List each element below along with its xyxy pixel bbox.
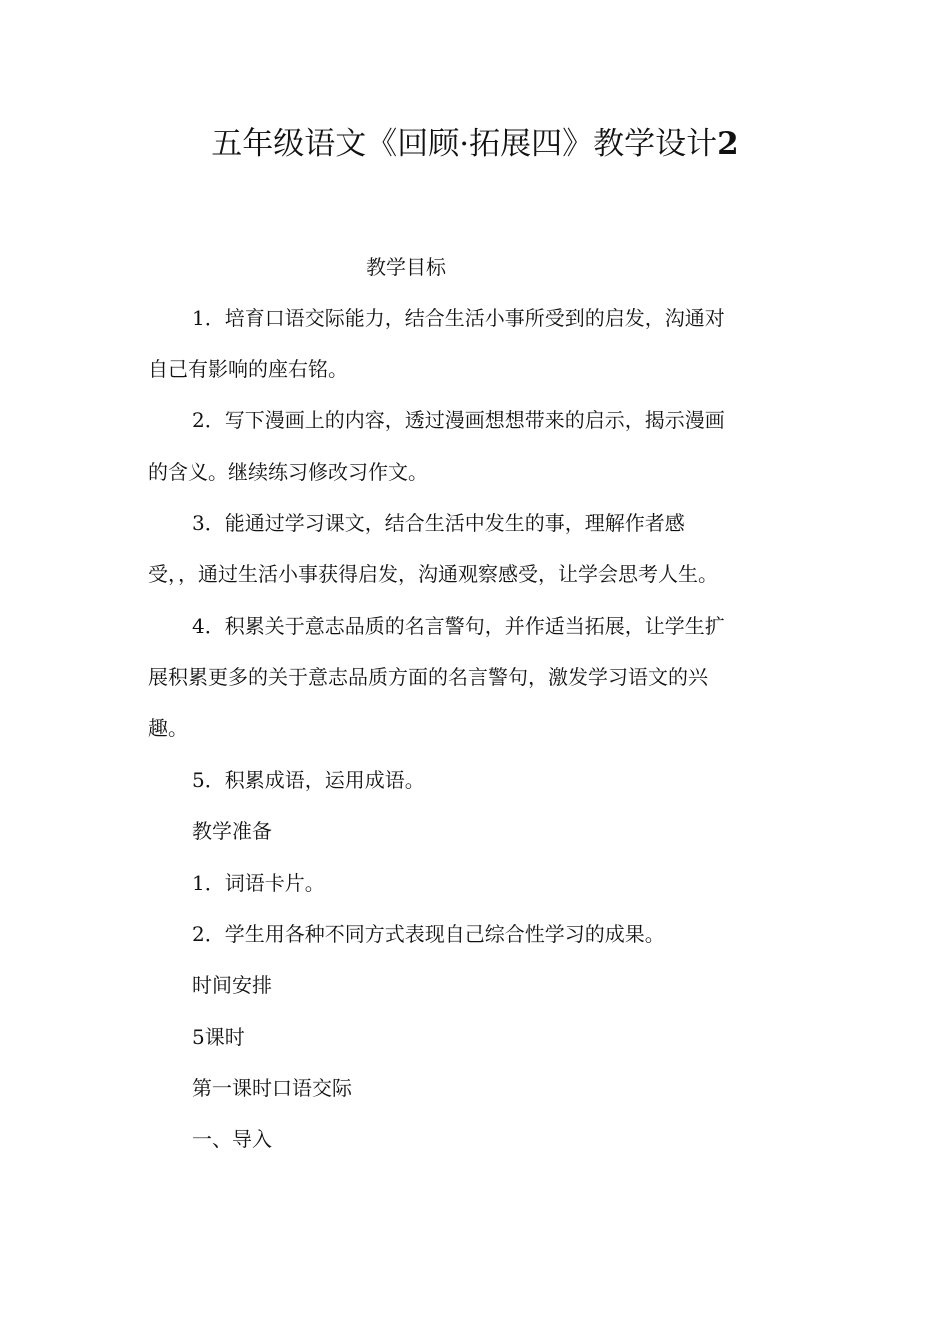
- preparation-item-1: 1．词语卡片。: [192, 871, 325, 895]
- objective-4-line-2: 展积累更多的关于意志品质方面的名言警句，激发学习语文的兴: [148, 665, 708, 689]
- document-title: [0, 122, 950, 166]
- section-heading: 一、导入: [192, 1127, 272, 1151]
- title-text: 五年级语文《回顾·拓展四》教学设计: [211, 126, 718, 162]
- objective-1-line-2: 自己有影响的座右铭。: [148, 357, 348, 381]
- objective-1-line-1: 1．培育口语交际能力，结合生活小事所受到的启发，沟通对: [192, 306, 725, 330]
- objective-5-line-1: 5．积累成语，运用成语。: [192, 768, 425, 792]
- schedule-value: 5课时: [192, 1025, 245, 1049]
- preparation-heading: 教学准备: [192, 819, 272, 843]
- objective-2-line-2: 的含义。继续练习修改习作文。: [148, 460, 428, 484]
- objective-3-line-2: 受，，通过生活小事获得启发，沟通观察感受，让学会思考人生。: [148, 562, 718, 586]
- objective-2-line-1: 2．写下漫画上的内容，透过漫画想想带来的启示，揭示漫画: [192, 408, 725, 432]
- preparation-item-2: 2．学生用各种不同方式表现自己综合性学习的成果。: [192, 922, 665, 946]
- objective-4-line-3: 趣。: [148, 716, 188, 740]
- objective-3-line-1: 3．能通过学习课文，结合生活中发生的事，理解作者感: [192, 511, 685, 535]
- lesson-heading: 第一课时口语交际: [192, 1076, 352, 1100]
- objective-4-line-1: 4．积累关于意志品质的名言警句，并作适当拓展，让学生扩: [192, 614, 725, 638]
- title-number: 2: [717, 126, 739, 162]
- schedule-heading: 时间安排: [192, 973, 272, 997]
- objectives-heading: 教学目标: [366, 255, 446, 279]
